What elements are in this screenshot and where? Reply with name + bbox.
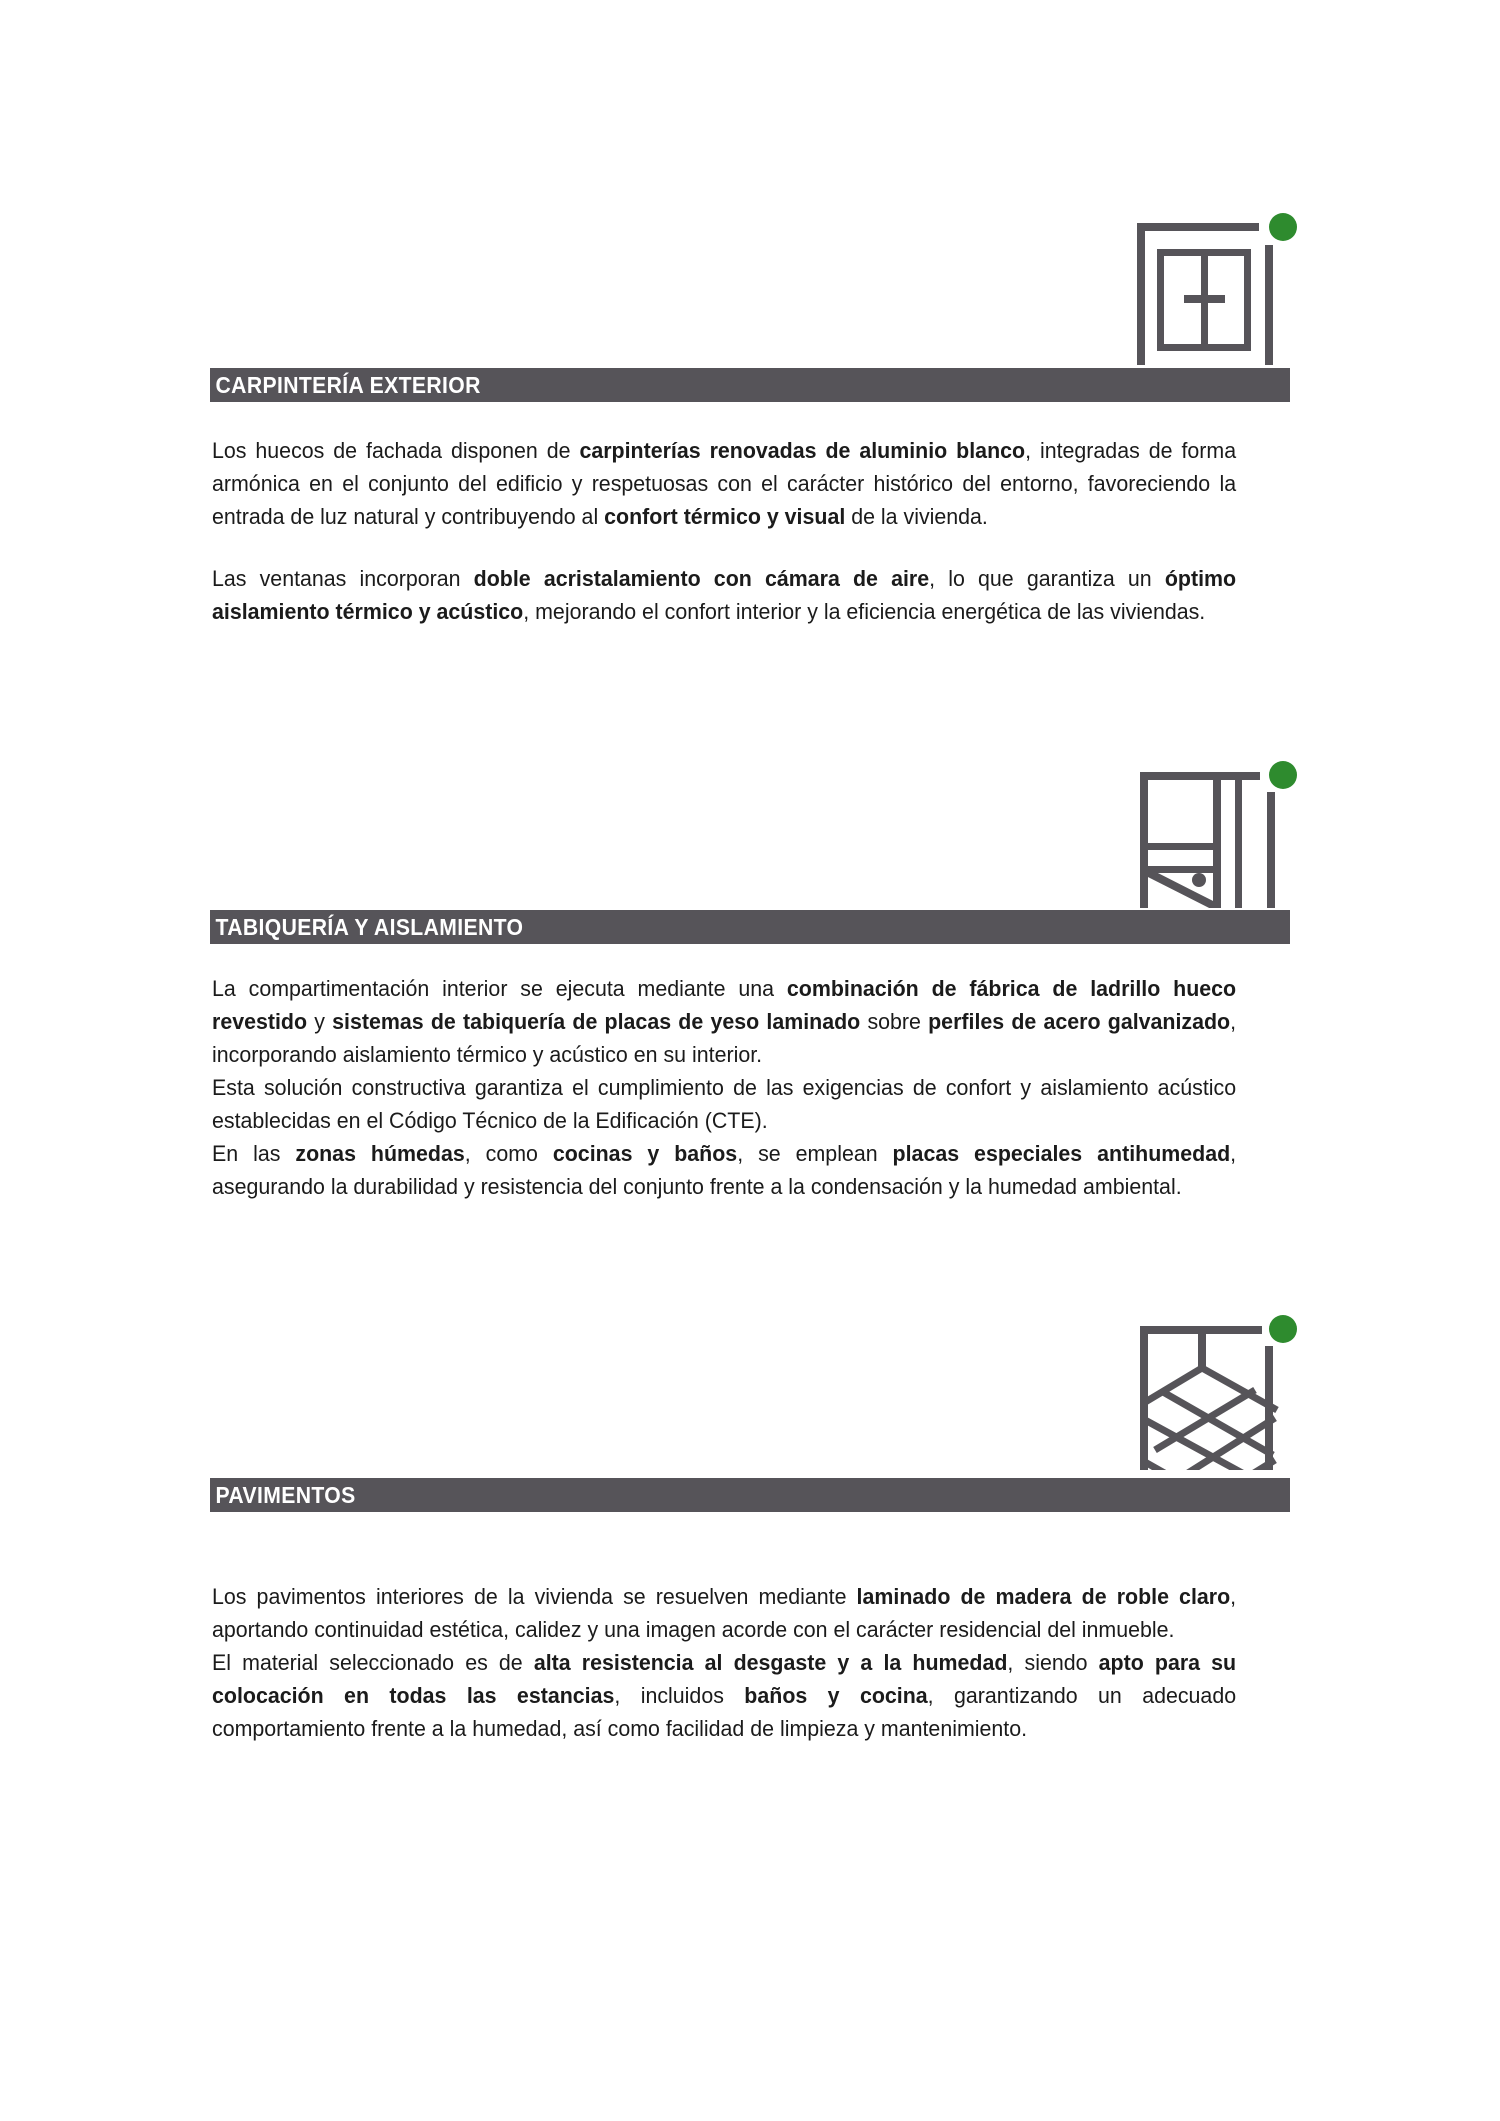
partition-wall-icon [1125, 748, 1285, 898]
section-title-label: TABIQUERÍA Y AISLAMIENTO [215, 913, 524, 940]
paragraph: Las ventanas incorporan doble acristalamiento con cámara de aire, lo que garantiza un óptimo aislamiento térmico y acústico, mejorando el confort interior y la eficiencia energética de las viviendas. [212, 566, 1237, 624]
paragraph: Los pavimentos interiores de la vivienda se resuelven mediante laminado de madera de roble claro, aportando continuidad estética, calidez y una imagen acorde con el carácter residencial del inmueble. [212, 1584, 1237, 1642]
paragraph: El material seleccionado es de alta resistencia al desgaste y a la humedad, siendo apto para su colocación en todas las estancias, incluidos baños y cocina, garantizando un adecuado comportamiento frente a la humedad, así como facilidad de limpieza y mantenimiento. [212, 1650, 1237, 1741]
section-body-pavimentos [212, 1580, 1236, 1745]
section-title-label: CARPINTERÍA EXTERIOR [215, 371, 481, 398]
accent-dot [1269, 761, 1297, 789]
accent-dot [1269, 213, 1297, 241]
paragraph: En las zonas húmedas, como cocinas y baños, se emplean placas especiales antihumedad, asegurando la durabilidad y resistencia del conjunto frente a la condensación y la humedad ambiental. [212, 1141, 1237, 1199]
paragraph: Esta solución constructiva garantiza el cumplimiento de las exigencias de confort y aislamiento acústico establecidas en el Código Técnico de la Edificación (CTE). [212, 1075, 1237, 1133]
section-title-label: PAVIMENTOS [215, 1481, 356, 1508]
section-title-bar-tabiqueria-y-aislamiento [210, 910, 1290, 944]
accent-dot [1269, 1315, 1297, 1343]
section-title-bar-carpinteria-exterior [210, 368, 1290, 402]
section-body-carpinteria-exterior [212, 434, 1236, 628]
section-body-tabiqueria-y-aislamiento [212, 972, 1236, 1203]
paragraph: La compartimentación interior se ejecuta mediante una combinación de fábrica de ladrillo hueco revestido y sistemas de tabiquería de placas de yeso laminado sobre perfiles de acero galvanizado, incorporando aislamiento térmico y acústico en su interior. [212, 976, 1237, 1067]
window-icon [1125, 205, 1285, 355]
section-title-bar-pavimentos [210, 1478, 1290, 1512]
paragraph: Los huecos de fachada disponen de carpinterías renovadas de aluminio blanco, integradas de forma armónica en el conjunto del edificio y respetuosas con el carácter histórico del entorno, favoreciendo la entrada de luz natural y contribuyendo al confort térmico y visual de la vivienda. [212, 438, 1237, 529]
floor-tiles-icon [1125, 1300, 1285, 1450]
